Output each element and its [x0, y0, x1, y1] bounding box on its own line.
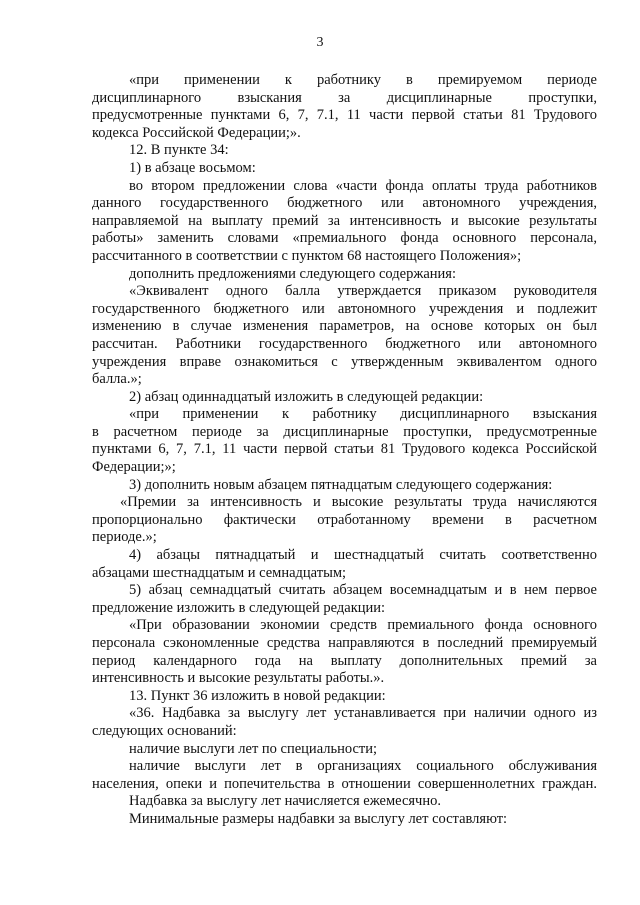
text-line: «при применении к работнику дисциплинарного взыскания: [129, 406, 597, 423]
page-number: 3: [316, 35, 324, 50]
text-line: «При образовании экономии средств премиального фонда основного: [129, 617, 597, 634]
text-line: дисциплинарного взыскания за дисциплинарные проступки,: [92, 89, 597, 106]
text-line: персонала сэкономленные средства направляются в последний премируемый: [92, 635, 597, 651]
text-line: дополнить предложениями следующего содержания:: [129, 265, 456, 282]
text-line: 13. Пункт 36 изложить в новой редакции:: [129, 687, 386, 704]
text-line: кодекса Российской Федерации;».: [92, 124, 301, 141]
text-line: наличие выслуги лет в организациях социального обслуживания: [129, 758, 597, 775]
text-line: «Премии за интенсивность и высокие результаты труда начисляются: [120, 494, 597, 511]
text-line: периоде.»;: [92, 529, 157, 546]
text-line: предусмотренные пунктами 6, 7, 7.1, 11 части первой статьи 81 Трудового: [92, 107, 597, 124]
text-line: Минимальные размеры надбавки за выслугу лет составляют:: [129, 810, 508, 827]
text-line: наличие выслуги лет по специальности;: [129, 740, 378, 757]
document-body: [92, 72, 597, 829]
text-line: предложение изложить в следующей редакции:: [92, 599, 386, 616]
text-line: 4) абзацы пятнадцатый и шестнадцатый считать соответственно: [129, 547, 597, 564]
text-line: «Эквивалент одного балла утверждается приказом руководителя: [129, 283, 597, 300]
text-line: пунктами 6, 7, 7.1, 11 части первой статьи 81 Трудового кодекса Российской: [92, 441, 597, 458]
text-line: государственного бюджетного или автономного учреждения и подлежит: [92, 300, 597, 317]
text-line: рассчитан. Работники государственного бюджетного или автономного: [92, 335, 597, 352]
text-line: 12. В пункте 34:: [129, 142, 229, 159]
text-line: данного государственного бюджетного или автономного учреждения,: [92, 195, 597, 212]
text-line: следующих оснований:: [92, 722, 237, 739]
text-line: Надбавка за выслугу лет начисляется ежемесячно.: [129, 793, 441, 810]
text-line: абзацами шестнадцатым и семнадцатым;: [92, 564, 347, 581]
text-line: 1) в абзаце восьмом:: [129, 159, 256, 176]
text-line: изменению в случае изменения параметров, на основе которых он был: [92, 318, 597, 335]
text-line: в расчетном периоде за дисциплинарные проступки, предусмотренные: [92, 423, 597, 440]
text-line: балла.»;: [92, 371, 142, 388]
text-line: населения, опеки и попечительства в отношении совершеннолетних граждан.: [92, 775, 597, 792]
text-line: направляемой на выплату премий за интенсивность и высокие результаты: [92, 212, 597, 229]
text-line: 2) абзац одиннадцатый изложить в следующей редакции:: [129, 388, 484, 405]
text-line: «36. Надбавка за выслугу лет устанавливается при наличии одного из: [129, 705, 597, 722]
text-line: 5) абзац семнадцатый считать абзацем восемнадцатым и в нем первое: [129, 582, 597, 599]
text-line: период календарного года на выплату дополнительных премий за: [92, 652, 597, 669]
text-line: «при применении к работнику в премируемом периоде: [129, 72, 597, 88]
text-line: 3) дополнить новым абзацем пятнадцатым следующего содержания:: [129, 476, 553, 493]
text-line: во втором предложении слова «части фонда оплаты труда работников: [129, 177, 597, 194]
text-line: интенсивность и высокие результаты работы.».: [92, 670, 385, 687]
text-line: рассчитанного в соответствии с пунктом 68 настоящего Положения»;: [92, 247, 522, 264]
text-line: пропорционально фактически отработанному времени в расчетном: [92, 511, 597, 528]
text-line: учреждения вправе ознакомиться с утвержденным эквивалентом одного: [92, 353, 597, 370]
text-line: работы» заменить словами «премиального фонда основного персонала,: [92, 230, 597, 247]
text-line: Федерации;»;: [92, 459, 176, 476]
